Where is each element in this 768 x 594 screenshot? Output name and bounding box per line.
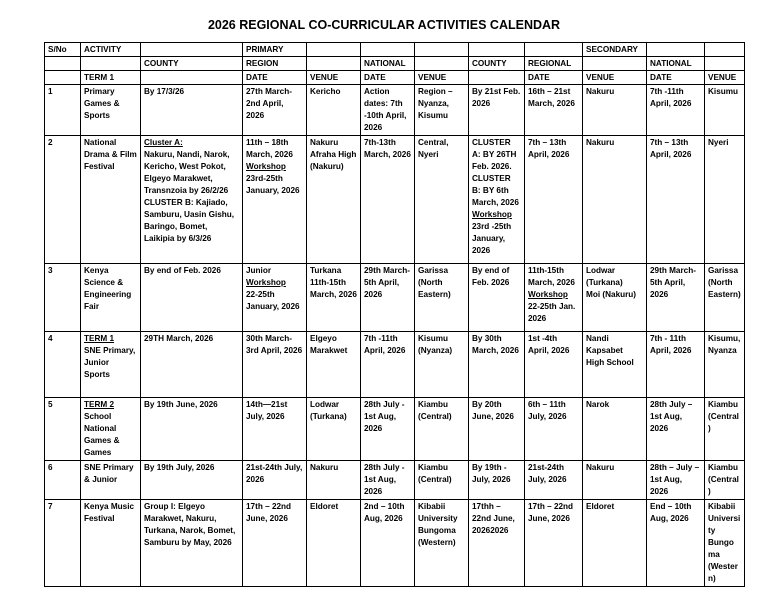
header-cell: DATE [525,71,583,85]
cell-sec-region-date [525,461,583,500]
cell-county [141,264,243,332]
header-cell: VENUE [307,71,361,85]
cell-national-venue [415,461,469,500]
header-cell [141,43,243,57]
table-row [45,332,745,398]
cell-line: By 17/3/26 [144,87,185,96]
header-row2 [45,57,745,71]
cell-line: Nakuru, Nandi, Narok, Kericho, West Pokot, Elgeyo Marakwet, Transnzoia by 26/2/26 [144,150,230,195]
cell-sec-region-date [525,500,583,587]
cell-line: National Drama & Film Festival [84,138,137,171]
header-cell [415,43,469,57]
cell-line: By end of Feb. 2026 [472,266,510,287]
cell-sec-region-venue [583,461,647,500]
table-row [45,136,745,264]
cell-line: 28th July - 1st Aug, 2026 [364,463,405,496]
cell-line: Kisumu [708,87,739,96]
header-cell [361,43,415,57]
cell-national-venue [415,500,469,587]
header-cell: DATE [361,71,415,85]
cell-sec-national-venue [705,136,745,264]
cell-line: Kisumu (Nyanza) [418,334,453,355]
cell-line: 17th – 22nd June, 2026 [528,502,574,523]
page-title: 2026 REGIONAL CO-CURRICULAR ACTIVITIES CALENDAR [207,18,561,32]
cell-line: Workshop [472,210,512,219]
cell-sno: 2 [45,136,81,264]
cell-line: 17thh – 22nd June, 20262026 [472,502,515,535]
table-row [45,264,745,332]
header-cell: VENUE [415,71,469,85]
cell-line: Narok [586,400,610,409]
cell-sec-national-date [647,461,705,500]
table-row [45,398,745,461]
cell-line: SNE Primary, Junior Sports [84,346,136,379]
cell-sec-national-venue [705,332,745,398]
cell-line: End – 10th Aug, 2026 [650,502,692,523]
cell-sec-county [469,461,525,500]
header-cell [583,57,647,71]
cell-line: Workshop [246,278,286,287]
header-cell: COUNTY [469,57,525,71]
cell-line: Kiambu (Central) [708,463,739,496]
cell-region-date [243,85,307,136]
cell-region-date [243,136,307,264]
header-cell: NATIONAL [361,57,415,71]
cell-region-date [243,264,307,332]
calendar-table [44,42,745,587]
header-cell: REGIONAL [525,57,583,71]
cell-line: 16th – 21st March, 2026 [528,87,575,108]
cell-sec-national-venue [705,264,745,332]
cell-national-venue [415,264,469,332]
header-cell: S/No [45,43,81,57]
header-cell: REGION [243,57,307,71]
cell-line: 11th-15th March, 2026 [528,266,575,287]
cell-activity [81,264,141,332]
cell-region-venue [307,264,361,332]
cell-national-date [361,500,415,587]
cell-line: Nakuru [310,463,339,472]
cell-activity [81,332,141,398]
cell-line: CLUSTER B: Kajiado, Samburu, Uasin Gishu, Baringo, Bomet, Laikipia by 6/3/26 [144,198,235,243]
cell-sec-region-venue [583,398,647,461]
cell-sec-region-venue [583,136,647,264]
cell-line: 22-25th Jan. 2026 [528,302,576,323]
cell-line: Nandi Kapsabet High School [586,334,634,367]
cell-sno: 7 [45,500,81,587]
cell-sec-region-date [525,398,583,461]
table-row [45,500,745,587]
cell-line: 29th March-5th April, 2026 [650,266,696,299]
header-cell [45,57,81,71]
cell-sec-region-venue [583,500,647,587]
cell-line: Nakuru [310,138,339,147]
header-cell: COUNTY [141,57,243,71]
cell-line: 22-25th January, 2026 [246,290,300,311]
cell-line: Kiambu (Central) [708,400,739,433]
cell-region-venue [307,136,361,264]
cell-line: Kibabii University Bungoma (Western) [708,502,741,583]
cell-line: Turkana 11th-15th March, 2026 [310,266,357,299]
header-cell [705,57,745,71]
cell-line: Nakuru [586,87,615,96]
cell-line: Garissa (North Eastern) [708,266,741,299]
cell-county [141,332,243,398]
cell-region-venue [307,398,361,461]
cell-line: 7th – 13th April, 2026 [528,138,570,159]
cell-line: Moi (Nakuru) [586,290,637,299]
cell-sec-national-date [647,332,705,398]
cell-sec-national-venue [705,500,745,587]
cell-sno: 4 [45,332,81,398]
cell-line: 11th – 18th March, 2026 [246,138,293,159]
cell-line: Group I: Elgeyo Marakwet, Nakuru, Turkana, Narok, Bomet, Samburu by May, 2026 [144,502,236,547]
cell-line: 30th March- 3rd April, 2026 [246,334,303,355]
cell-line: 21st-24th July, 2026 [528,463,567,484]
header-cell: NATIONAL [647,57,705,71]
cell-line: CLUSTER A: BY 26TH Feb. 2026. [472,138,517,171]
cell-sec-region-venue [583,332,647,398]
cell-sec-national-venue [705,85,745,136]
cell-line: Cluster A: [144,138,183,147]
cell-line: 23rd -25th January, 2026 [472,222,512,255]
cell-sno: 3 [45,264,81,332]
cell-county [141,136,243,264]
cell-line: Afraha High (Nakuru) [310,150,357,171]
header-cell [705,43,745,57]
cell-activity [81,500,141,587]
cell-line: Kibabii University Bungoma (Western) [418,502,458,547]
cell-sec-county [469,85,525,136]
cell-line: 1st -4th April, 2026 [528,334,570,355]
cell-county [141,500,243,587]
table-row [45,461,745,500]
cell-line: Lodwar (Turkana) [310,400,347,421]
cell-line: Kericho [310,87,341,96]
cell-line: CLUSTER B: BY 6th March, 2026 [472,174,519,207]
cell-line: 7th - 11th April, 2026 [650,334,692,355]
cell-line: Junior [246,266,272,275]
cell-sec-national-date [647,398,705,461]
cell-sec-region-date [525,136,583,264]
cell-line: 23rd-25th January, 2026 [246,174,300,195]
cell-line: 29th March- 5th April, 2026 [364,266,410,299]
cell-region-venue [307,332,361,398]
cell-sec-national-venue [705,461,745,500]
table-row [45,85,745,136]
header-cell: DATE [647,71,705,85]
cell-line: 28th – July – 1st Aug, 2026 [650,463,700,496]
header-cell [45,71,81,85]
cell-line: Nakuru [586,138,615,147]
cell-line: Action dates: 7th -10th April, 2026 [364,87,407,132]
header-cell [307,57,361,71]
header-cell: TERM 1 [81,71,141,85]
cell-sec-region-date [525,264,583,332]
cell-region-date [243,461,307,500]
header-cell [525,43,583,57]
cell-line: 7th -11th April, 2026 [364,334,406,355]
cell-line: By 19th July, 2026 [144,463,215,472]
cell-line: Garissa (North Eastern) [418,266,451,299]
cell-sec-national-date [647,136,705,264]
cell-line: 6th – 11th July, 2026 [528,400,567,421]
cell-region-date [243,332,307,398]
cell-national-date [361,136,415,264]
cell-line: By 30th March, 2026 [472,334,519,355]
cell-national-venue [415,332,469,398]
header-cell [415,57,469,71]
cell-national-date [361,264,415,332]
cell-sec-county [469,332,525,398]
header-cell [469,43,525,57]
header-row3 [45,71,745,85]
cell-line: 14th—21st July, 2026 [246,400,288,421]
cell-line: 27th March- 2nd April, 2026 [246,87,292,120]
cell-sec-national-venue [705,398,745,461]
header-cell [469,71,525,85]
header-cell: VENUE [705,71,745,85]
cell-line: Workshop [528,290,568,299]
cell-line: Nakuru [586,463,615,472]
header-cell: SECONDARY [583,43,647,57]
cell-line: 7th -11th April, 2026 [650,87,692,108]
cell-line: 7th-13th March, 2026 [364,138,411,159]
cell-region-venue [307,85,361,136]
cell-sec-region-venue [583,264,647,332]
cell-line: 17th – 22nd June, 2026 [246,502,292,523]
header-cell: VENUE [583,71,647,85]
cell-activity [81,136,141,264]
cell-national-date [361,461,415,500]
cell-line: 7th – 13th April, 2026 [650,138,692,159]
cell-sec-national-date [647,264,705,332]
cell-national-date [361,85,415,136]
cell-line: Primary Games & Sports [84,87,120,120]
cell-sec-county [469,136,525,264]
cell-national-date [361,398,415,461]
header-cell: PRIMARY [243,43,307,57]
cell-line: By end of Feb. 2026 [144,266,221,275]
cell-sno: 1 [45,85,81,136]
cell-line: 2nd – 10th Aug, 2026 [364,502,405,523]
cell-line: By 19th - July, 2026 [472,463,511,484]
cell-region-date [243,398,307,461]
cell-line: Kiambu (Central) [418,400,452,421]
cell-activity [81,398,141,461]
cell-line: Workshop [246,162,286,171]
cell-line: Elgeyo Marakwet [310,334,348,355]
header-cell [307,43,361,57]
cell-sec-national-date [647,500,705,587]
cell-sec-national-date [647,85,705,136]
cell-activity [81,85,141,136]
cell-activity [81,461,141,500]
cell-sno: 5 [45,398,81,461]
cell-line: TERM 1 [84,334,115,343]
header-cell [81,57,141,71]
cell-line: Lodwar (Turkana) [586,266,623,287]
cell-sec-county [469,264,525,332]
cell-line: SNE Primary & Junior [84,463,134,484]
cell-county [141,461,243,500]
cell-line: TERM 2 [84,400,115,409]
cell-line: By 20th June, 2026 [472,400,514,421]
cell-line: 21st-24th July, 2026 [246,463,303,484]
cell-line: 29TH March, 2026 [144,334,214,343]
cell-national-venue [415,85,469,136]
cell-line: 28th July - 1st Aug, 2026 [364,400,405,433]
cell-line: Eldoret [586,502,615,511]
cell-line: By 19th June, 2026 [144,400,218,409]
cell-region-date [243,500,307,587]
cell-region-venue [307,500,361,587]
cell-line: 28th July – 1st Aug, 2026 [650,400,693,433]
cell-sec-region-date [525,85,583,136]
cell-line: Region – Nyanza, Kisumu [418,87,453,120]
cell-line: Eldoret [310,502,339,511]
header-cell: ACTIVITY [81,43,141,57]
cell-national-venue [415,398,469,461]
header-cell: DATE [243,71,307,85]
cell-line: Central, Nyeri [418,138,449,159]
cell-line: Kenya Science & Engineering Fair [84,266,132,311]
cell-line: Kiambu (Central) [418,463,452,484]
cell-sec-region-date [525,332,583,398]
header-cell [647,43,705,57]
cell-national-venue [415,136,469,264]
cell-line: Nyeri [708,138,729,147]
cell-sno: 6 [45,461,81,500]
cell-county [141,398,243,461]
cell-line: By 21st Feb. 2026 [472,87,521,108]
cell-county [141,85,243,136]
cell-sec-county [469,500,525,587]
cell-line: School National Games & Games [84,412,120,457]
cell-national-date [361,332,415,398]
header-row1 [45,43,745,57]
cell-line: Kisumu, Nyanza [708,334,741,355]
cell-line: Kenya Music Festival [84,502,135,523]
cell-region-venue [307,461,361,500]
cell-sec-region-venue [583,85,647,136]
cell-sec-county [469,398,525,461]
header-cell [141,71,243,85]
